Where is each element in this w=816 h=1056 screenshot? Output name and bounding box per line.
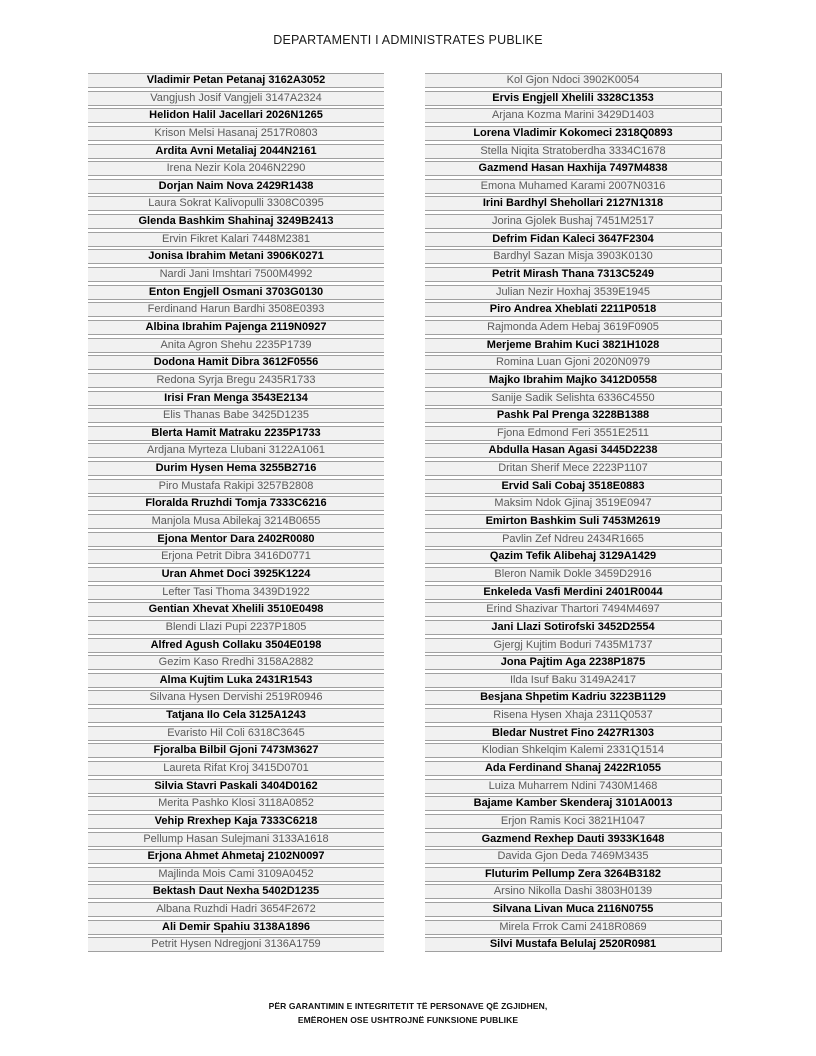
- footer-line-2: EMËROHEN OSE USHTROJNË FUNKSIONE PUBLIKE: [297, 1015, 519, 1025]
- person-row: Ervis Engjell Xhelili 3328C1353: [425, 91, 722, 106]
- person-row: Klodian Shkelqim Kalemi 2331Q1514: [425, 743, 722, 758]
- person-row: Emona Muhamed Karami 2007N0316: [425, 179, 722, 194]
- person-row: Helidon Halil Jacellari 2026N1265: [88, 108, 384, 123]
- person-row: Gazmend Rexhep Dauti 3933K1648: [425, 832, 722, 847]
- person-row: Piro Andrea Xheblati 2211P0518: [425, 302, 722, 317]
- person-row: Emirton Bashkim Suli 7453M2619: [425, 514, 722, 529]
- person-row: Majko Ibrahim Majko 3412D0558: [425, 373, 722, 388]
- person-row: Ervin Fikret Kalari 7448M2381: [88, 232, 384, 247]
- person-row: Rajmonda Adem Hebaj 3619F0905: [425, 320, 722, 335]
- person-row: Enkeleda Vasfi Merdini 2401R0044: [425, 585, 722, 600]
- person-row: Bardhyl Sazan Misja 3903K0130: [425, 249, 722, 264]
- person-row: Fjona Edmond Feri 3551E2511: [425, 426, 722, 441]
- person-row: Pashk Pal Prenga 3228B1388: [425, 408, 722, 423]
- person-row: Arjana Kozma Marini 3429D1403: [425, 108, 722, 123]
- person-row: Ejona Mentor Dara 2402R0080: [88, 532, 384, 547]
- person-row: Bleron Namik Dokle 3459D2916: [425, 567, 722, 582]
- person-row: Merita Pashko Klosi 3118A0852: [88, 796, 384, 811]
- person-row: Laura Sokrat Kalivopulli 3308C0395: [88, 196, 384, 211]
- person-row: Jani Llazi Sotirofski 3452D2554: [425, 620, 722, 635]
- person-row: Gezim Kaso Rredhi 3158A2882: [88, 655, 384, 670]
- person-row: Silvana Livan Muca 2116N0755: [425, 902, 722, 917]
- person-row: Abdulla Hasan Agasi 3445D2238: [425, 443, 722, 458]
- page-footer: [0, 999, 816, 1027]
- person-row: Ardita Avni Metaliaj 2044N2161: [88, 144, 384, 159]
- person-row: Jona Pajtim Aga 2238P1875: [425, 655, 722, 670]
- person-row: Maksim Ndok Gjinaj 3519E0947: [425, 496, 722, 511]
- person-row: Gentian Xhevat Xhelili 3510E0498: [88, 602, 384, 617]
- person-row: Dritan Sherif Mece 2223P1107: [425, 461, 722, 476]
- name-list-column-right: [425, 73, 722, 955]
- person-row: Krison Melsi Hasanaj 2517R0803: [88, 126, 384, 141]
- person-row: Dorjan Naim Nova 2429R1438: [88, 179, 384, 194]
- person-row: Enton Engjell Osmani 3703G0130: [88, 285, 384, 300]
- person-row: Bajame Kamber Skenderaj 3101A0013: [425, 796, 722, 811]
- person-row: Petrit Mirash Thana 7313C5249: [425, 267, 722, 282]
- person-row: Alfred Agush Collaku 3504E0198: [88, 638, 384, 653]
- person-row: Majlinda Mois Cami 3109A0452: [88, 867, 384, 882]
- person-row: Dodona Hamit Dibra 3612F0556: [88, 355, 384, 370]
- person-row: Ardjana Myrteza Llubani 3122A1061: [88, 443, 384, 458]
- person-row: Erind Shazivar Thartori 7494M4697: [425, 602, 722, 617]
- person-row: Gazmend Hasan Haxhija 7497M4838: [425, 161, 722, 176]
- person-row: Vladimir Petan Petanaj 3162A3052: [88, 73, 384, 88]
- person-row: Luiza Muharrem Ndini 7430M1468: [425, 779, 722, 794]
- person-row: Anita Agron Shehu 2235P1739: [88, 338, 384, 353]
- person-row: Jonisa Ibrahim Metani 3906K0271: [88, 249, 384, 264]
- person-row: Gjergj Kujtim Boduri 7435M1737: [425, 638, 722, 653]
- person-row: Pavlin Zef Ndreu 2434R1665: [425, 532, 722, 547]
- person-row: Besjana Shpetim Kadriu 3223B1129: [425, 690, 722, 705]
- person-row: Manjola Musa Abilekaj 3214B0655: [88, 514, 384, 529]
- person-row: Elis Thanas Babe 3425D1235: [88, 408, 384, 423]
- person-row: Merjeme Brahim Kuci 3821H1028: [425, 338, 722, 353]
- person-row: Risena Hysen Xhaja 2311Q0537: [425, 708, 722, 723]
- person-row: Qazim Tefik Alibehaj 3129A1429: [425, 549, 722, 564]
- person-row: Silvia Stavri Paskali 3404D0162: [88, 779, 384, 794]
- person-row: Lefter Tasi Thoma 3439D1922: [88, 585, 384, 600]
- person-row: Fluturim Pellump Zera 3264B3182: [425, 867, 722, 882]
- person-row: Ilda Isuf Baku 3149A2417: [425, 673, 722, 688]
- person-row: Erjona Ahmet Ahmetaj 2102N0097: [88, 849, 384, 864]
- person-row: Irisi Fran Menga 3543E2134: [88, 391, 384, 406]
- person-row: Stella Niqita Stratoberdha 3334C1678: [425, 144, 722, 159]
- person-row: Albina Ibrahim Pajenga 2119N0927: [88, 320, 384, 335]
- person-row: Albana Ruzhdi Hadri 3654F2672: [88, 902, 384, 917]
- person-row: Glenda Bashkim Shahinaj 3249B2413: [88, 214, 384, 229]
- person-row: Silvana Hysen Dervishi 2519R0946: [88, 690, 384, 705]
- person-row: Alma Kujtim Luka 2431R1543: [88, 673, 384, 688]
- person-row: Evaristo Hil Coli 6318C3645: [88, 726, 384, 741]
- person-row: Blendi Llazi Pupi 2237P1805: [88, 620, 384, 635]
- person-row: Sanije Sadik Selishta 6336C4550: [425, 391, 722, 406]
- person-row: Davida Gjon Deda 7469M3435: [425, 849, 722, 864]
- person-row: Lorena Vladimir Kokomeci 2318Q0893: [425, 126, 722, 141]
- person-row: Pellump Hasan Sulejmani 3133A1618: [88, 832, 384, 847]
- person-row: Laureta Rifat Kroj 3415D0701: [88, 761, 384, 776]
- person-row: Blerta Hamit Matraku 2235P1733: [88, 426, 384, 441]
- person-row: Irena Nezir Kola 2046N2290: [88, 161, 384, 176]
- person-row: Jorina Gjolek Bushaj 7451M2517: [425, 214, 722, 229]
- person-row: Tatjana Ilo Cela 3125A1243: [88, 708, 384, 723]
- page-title: DEPARTAMENTI I ADMINISTRATES PUBLIKE: [273, 33, 543, 47]
- person-row: Piro Mustafa Rakipi 3257B2808: [88, 479, 384, 494]
- name-list-column-left: [88, 73, 384, 955]
- person-row: Ali Demir Spahiu 3138A1896: [88, 920, 384, 935]
- person-row: Bektash Daut Nexha 5402D1235: [88, 884, 384, 899]
- person-row: Julian Nezir Hoxhaj 3539E1945: [425, 285, 722, 300]
- person-row: Nardi Jani Imshtari 7500M4992: [88, 267, 384, 282]
- person-row: Vangjush Josif Vangjeli 3147A2324: [88, 91, 384, 106]
- person-row: Romina Luan Gjoni 2020N0979: [425, 355, 722, 370]
- person-row: Silvi Mustafa Belulaj 2520R0981: [425, 937, 722, 952]
- person-row: Irini Bardhyl Shehollari 2127N1318: [425, 196, 722, 211]
- footer-line-1: PËR GARANTIMIN E INTEGRITETIT TË PERSONAVE QË ZGJIDHEN,: [268, 1001, 548, 1011]
- person-row: Durim Hysen Hema 3255B2716: [88, 461, 384, 476]
- person-row: Fjoralba Bilbil Gjoni 7473M3627: [88, 743, 384, 758]
- person-row: Ada Ferdinand Shanaj 2422R1055: [425, 761, 722, 776]
- person-row: Floralda Rruzhdi Tomja 7333C6216: [88, 496, 384, 511]
- person-row: Redona Syrja Bregu 2435R1733: [88, 373, 384, 388]
- person-row: Erjon Ramis Koci 3821H1047: [425, 814, 722, 829]
- person-row: Arsino Nikolla Dashi 3803H0139: [425, 884, 722, 899]
- person-row: Vehip Rrexhep Kaja 7333C6218: [88, 814, 384, 829]
- person-row: Ervid Sali Cobaj 3518E0883: [425, 479, 722, 494]
- person-row: Kol Gjon Ndoci 3902K0054: [425, 73, 722, 88]
- person-row: Uran Ahmet Doci 3925K1224: [88, 567, 384, 582]
- person-row: Mirela Frrok Cami 2418R0869: [425, 920, 722, 935]
- person-row: Defrim Fidan Kaleci 3647F2304: [425, 232, 722, 247]
- person-row: Erjona Petrit Dibra 3416D0771: [88, 549, 384, 564]
- person-row: Bledar Nustret Fino 2427R1303: [425, 726, 722, 741]
- person-row: Ferdinand Harun Bardhi 3508E0393: [88, 302, 384, 317]
- person-row: Petrit Hysen Ndregjoni 3136A1759: [88, 937, 384, 952]
